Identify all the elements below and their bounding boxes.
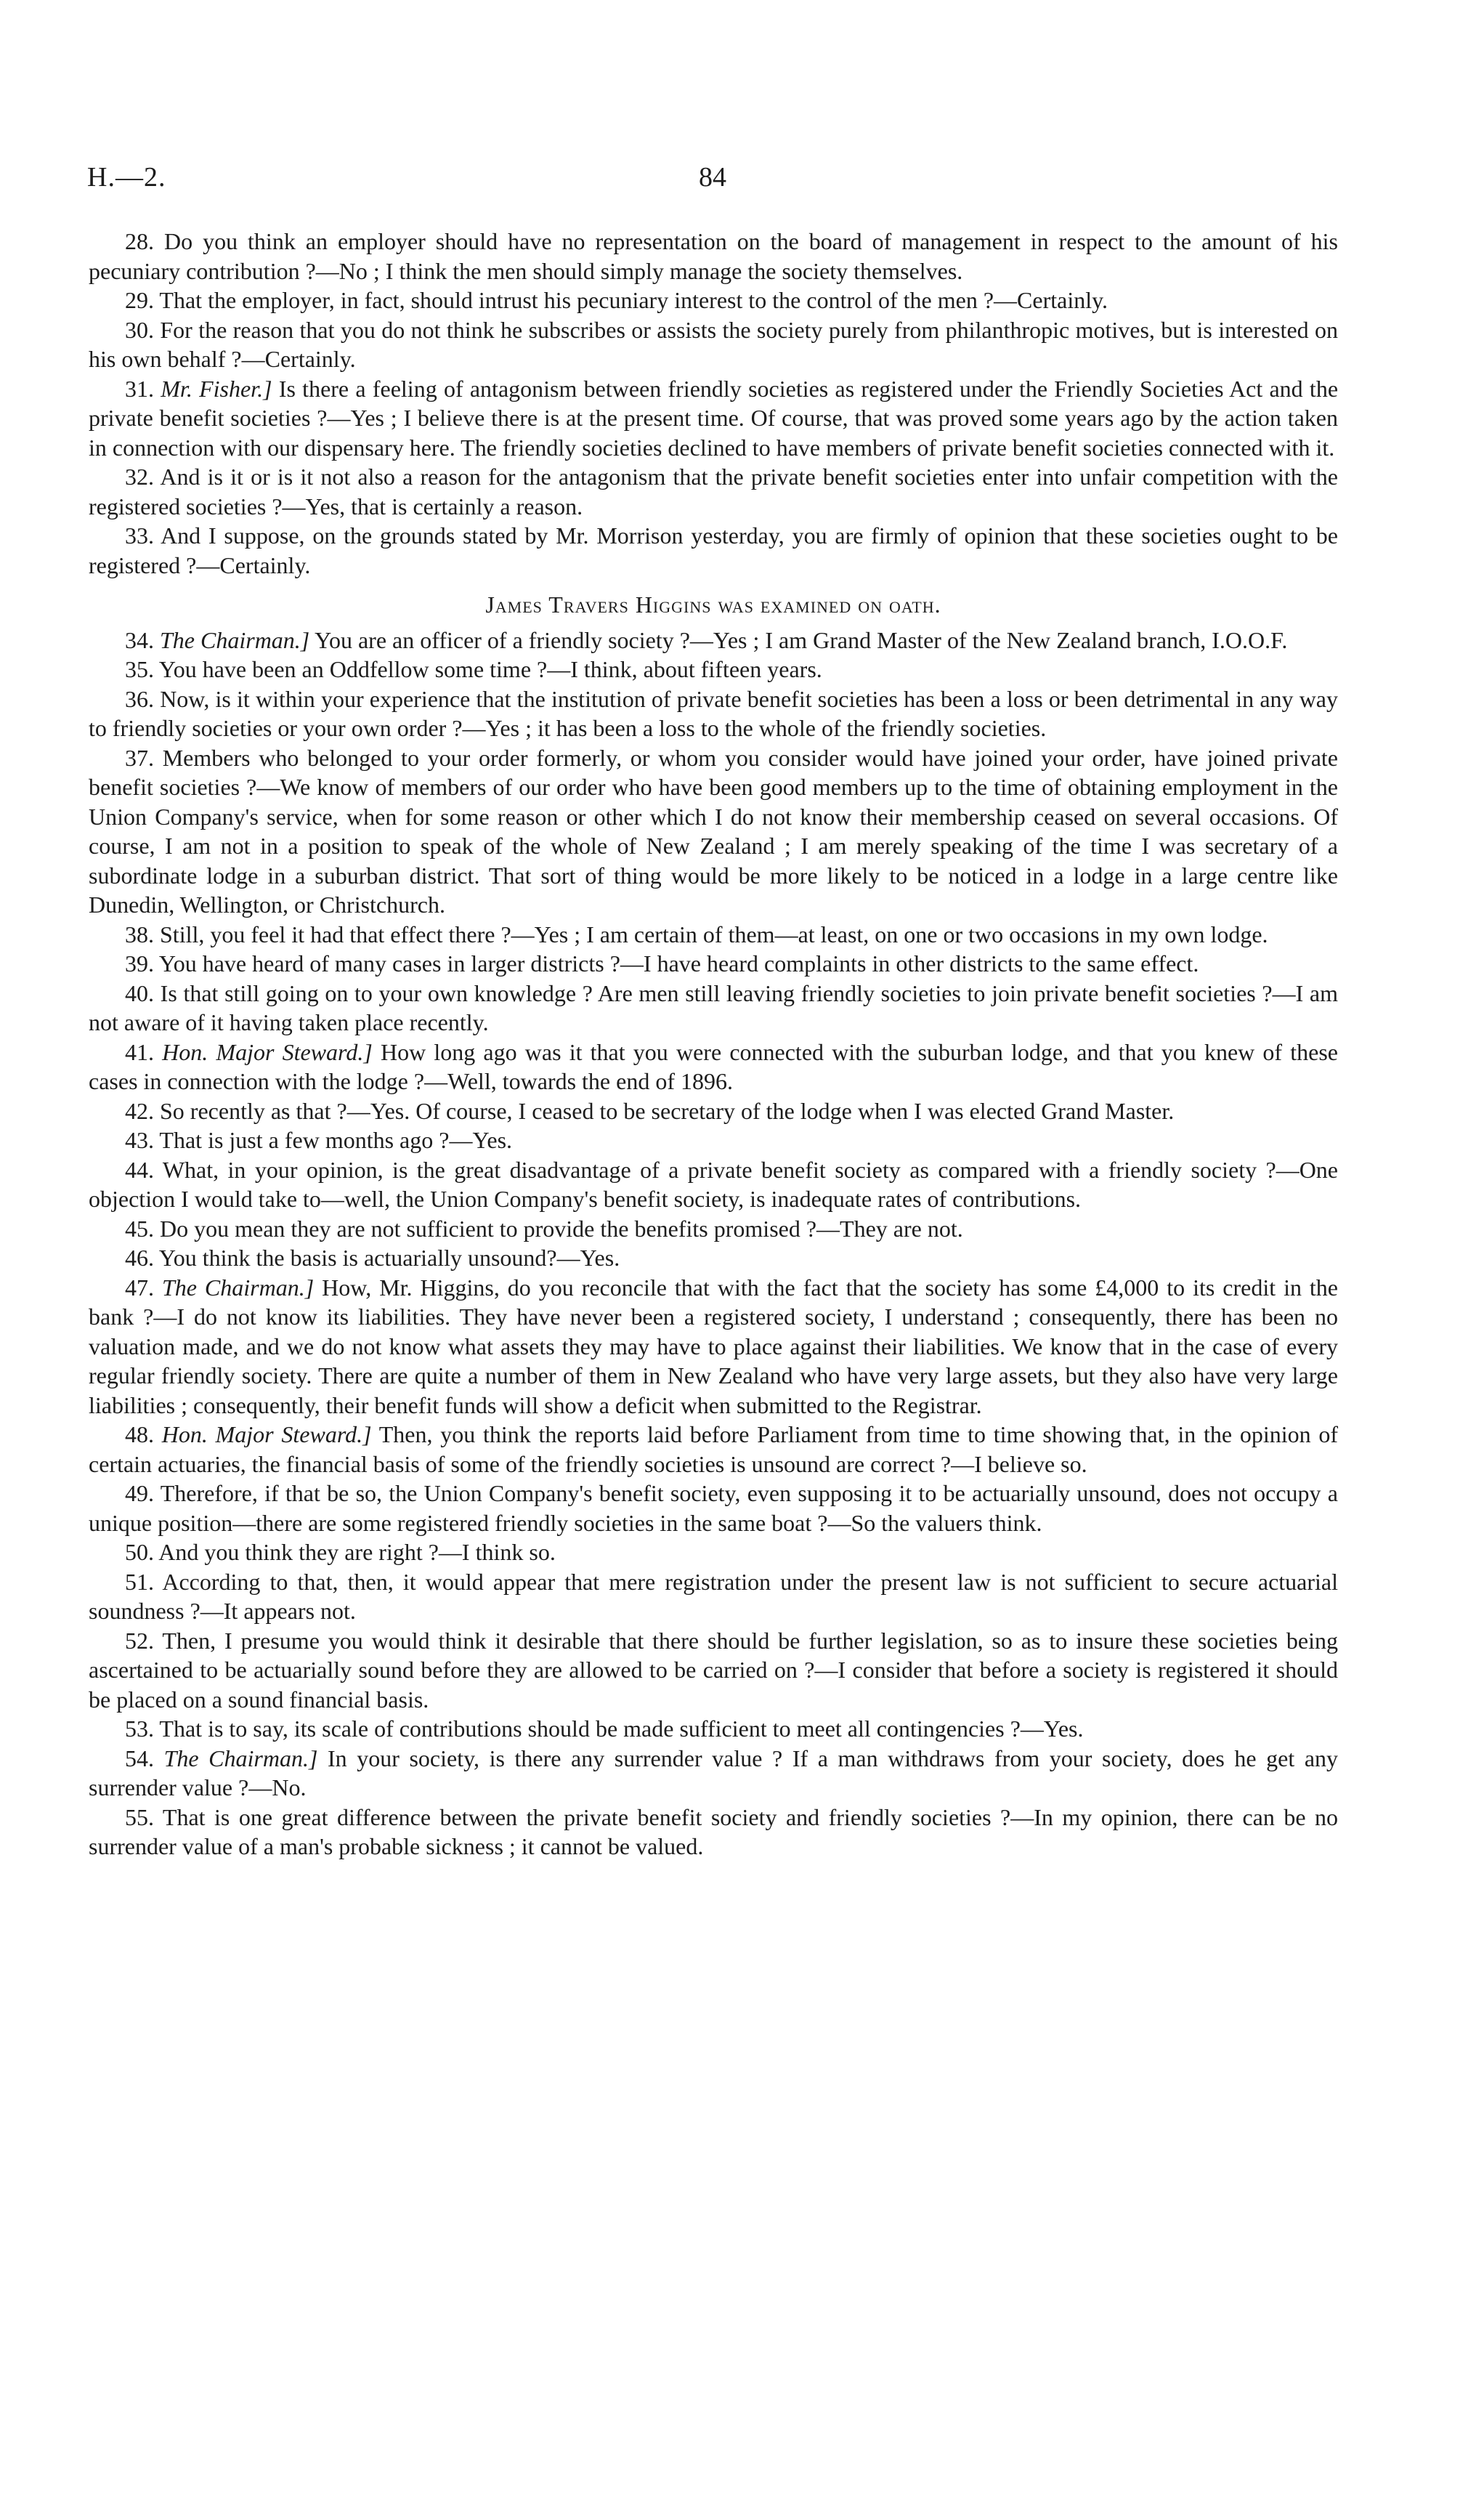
- question-text: You are an officer of a friendly society ?—Yes ; I am Grand Master of the New Zealand branch, I.O.O.F.: [315, 626, 1288, 653]
- question-text: That is just a few months ago ?—Yes.: [159, 1127, 513, 1153]
- question-text: That is one great difference between the private benefit society and friendly societies ?—In my opinion, there can be no surrender value of a man's probable sickness ; it cannot be valued.: [89, 1803, 1339, 1859]
- question-text: Now, is it within your experience that the institution of private benefit societies has been a loss or been detrimental in any way to friendly societies or your own order ?—Yes ; it has been a loss to the whole of the friendly societies.: [89, 685, 1339, 741]
- question-text: In your society, is there any surrender value ? If a man withdraws from your society, does he get any surrender value ?—No.: [89, 1745, 1339, 1800]
- question-number: 46.: [125, 1245, 154, 1271]
- question-text: That the employer, in fact, should intrust his pecuniary interest to the control of the men ?—Certainly.: [159, 287, 1108, 313]
- page-number: 84: [699, 162, 726, 193]
- question-number: 48.: [125, 1421, 154, 1447]
- question-text: Then, you think the reports laid before Parliament from time to time showing that, in the opinion of certain actuaries, the financial basis of some of the friendly societies is unsound are correct ?—I believe so.: [89, 1421, 1339, 1477]
- question-paragraph: [89, 684, 1338, 743]
- speaker-name: The Chairman.]: [163, 1745, 318, 1771]
- question-number: 36.: [125, 685, 154, 712]
- question-text: You have heard of many cases in larger districts ?—I have heard complaints in other districts to the same effect.: [158, 950, 1199, 977]
- question-paragraph: [89, 1155, 1338, 1214]
- question-text: You have been an Oddfellow some time ?—I think, about fifteen years.: [158, 656, 822, 682]
- question-paragraph: [89, 1626, 1338, 1715]
- question-number: 51.: [125, 1568, 154, 1595]
- question-number: 50.: [125, 1539, 154, 1565]
- question-text: Still, you feel it had that effect there ?—Yes ; I am certain of them—at least, on one or two occasions in my own lodge.: [160, 921, 1268, 947]
- question-number: 33.: [125, 522, 154, 549]
- question-text: For the reason that you do not think he subscribes or assists the society purely from philanthropic motives, but is interested on his own behalf ?—Certainly.: [89, 316, 1339, 372]
- question-paragraph: [89, 920, 1338, 950]
- page-body: [89, 227, 1338, 1862]
- question-number: 34.: [125, 626, 154, 653]
- question-paragraph: [89, 227, 1338, 286]
- question-paragraph: [89, 1243, 1338, 1273]
- question-paragraph: [89, 1537, 1338, 1567]
- speaker-name: The Chairman.]: [160, 626, 310, 653]
- question-number: 32.: [125, 464, 154, 490]
- question-text: Members who belonged to your order formerly, or whom you consider would have joined your order, have joined private benefit societies ?—We know of members of our order who have been good members up to the time of obtaining employment in the Union Company's service, when for some reason or other which I do not know their membership ceased on several occasions. Of course, I am not in a position to speak of the whole of New Zealand ; I am merely speaking of the time I was secretary of a subordinate lodge in a suburban district. That sort of thing would be more likely to be noticed in a lodge in a large centre like Dunedin, Wellington, or Christchurch.: [89, 744, 1339, 918]
- question-paragraph: [89, 979, 1338, 1038]
- question-number: 37.: [125, 744, 154, 771]
- speaker-name: Hon. Major Steward.]: [161, 1421, 372, 1447]
- question-number: 35.: [125, 656, 154, 682]
- question-paragraph: [89, 1567, 1338, 1626]
- question-number: 52.: [125, 1627, 154, 1654]
- question-text: Then, I presume you would think it desirable that there should be further legislation, so as to insure these societies being ascertained to be actuarially sound before they are allowed to be carried on ?—I consider that before a society is registered it should be placed on a sound financial basis.: [89, 1627, 1339, 1713]
- question-paragraph: [89, 1273, 1338, 1420]
- question-number: 44.: [125, 1156, 154, 1183]
- question-paragraph: [89, 1214, 1338, 1244]
- question-paragraph: [89, 743, 1338, 920]
- question-text: Do you mean they are not sufficient to provide the benefits promised ?—They are not.: [160, 1215, 963, 1242]
- question-number: 39.: [125, 950, 154, 977]
- question-number: 55.: [125, 1803, 154, 1830]
- question-text: Do you think an employer should have no representation on the board of management in respect to the amount of his pecuniary contribution ?—No ; I think the men should simply manage the society themselves.: [89, 228, 1339, 284]
- question-paragraph: [89, 655, 1338, 684]
- question-number: 29.: [125, 287, 154, 313]
- question-text: Therefore, if that be so, the Union Company's benefit society, even supposing it to be actuarially unsound, does not occupy a unique position—there are some registered friendly societies in the same boat ?—So the valuers think.: [89, 1480, 1339, 1536]
- speaker-name: The Chairman.]: [161, 1274, 315, 1301]
- question-paragraph: [89, 1125, 1338, 1155]
- page-header: [87, 161, 1368, 205]
- question-paragraph: [89, 1420, 1338, 1479]
- speaker-name: Hon. Major Steward.]: [162, 1038, 373, 1065]
- question-number: 43.: [125, 1127, 154, 1153]
- question-paragraph: [89, 374, 1338, 463]
- question-paragraph: [89, 1714, 1338, 1744]
- question-number: 30.: [125, 316, 154, 343]
- question-paragraph: [89, 626, 1338, 655]
- question-number: 53.: [125, 1715, 154, 1742]
- question-paragraph: [89, 1479, 1338, 1537]
- question-paragraph: [89, 462, 1338, 521]
- questions-block-after-heading: [89, 626, 1338, 1862]
- question-paragraph: [89, 1744, 1338, 1803]
- question-number: 54.: [125, 1745, 154, 1771]
- question-text: So recently as that ?—Yes. Of course, I ceased to be secretary of the lodge when I was elected Grand Master.: [160, 1097, 1175, 1124]
- question-text: And you think they are right ?—I think so.: [158, 1539, 556, 1565]
- question-number: 49.: [125, 1480, 154, 1506]
- document-code: H.—2.: [87, 162, 166, 193]
- question-text: Is there a feeling of antagonism between friendly societies as registered under the Friendly Societies Act and the private benefit societies ?—Yes ; I believe there is at the present time. Of course, that was proved some years ago by the action taken in connection with our dispensary here. The friendly societies declined to have members of private benefit societies connected with it.: [89, 375, 1339, 461]
- question-number: 31.: [125, 375, 154, 402]
- question-number: 41.: [125, 1038, 154, 1065]
- question-paragraph: [89, 286, 1338, 315]
- witness-heading: James Travers Higgins was examined on oath.: [485, 591, 941, 618]
- question-text: That is to say, its scale of contributions should be made sufficient to meet all contingencies ?—Yes.: [159, 1715, 1084, 1742]
- question-paragraph: [89, 315, 1338, 374]
- question-paragraph: [89, 949, 1338, 979]
- question-text: You think the basis is actuarially unsound?—Yes.: [158, 1245, 620, 1271]
- question-text: How long ago was it that you were connected with the suburban lodge, and that you knew of these cases in connection with the lodge ?—Well, towards the end of 1896.: [89, 1038, 1339, 1094]
- question-paragraph: [89, 1096, 1338, 1126]
- question-text: What, in your opinion, is the great disadvantage of a private benefit society as compared with a friendly society ?—One objection I would take to—well, the Union Company's benefit society, is inadequate rates of contributions.: [89, 1156, 1339, 1212]
- questions-block-before-heading: [89, 227, 1338, 580]
- question-number: 47.: [125, 1274, 154, 1301]
- question-text: Is that still going on to your own knowledge ? Are men still leaving friendly societies to join private benefit societies ?—I am not aware of it having taken place recently.: [89, 979, 1339, 1035]
- question-paragraph: [89, 1038, 1338, 1096]
- question-number: 38.: [125, 921, 154, 947]
- speaker-name: Mr. Fisher.]: [161, 375, 272, 402]
- question-text: And I suppose, on the grounds stated by Mr. Morrison yesterday, you are firmly of opinion that these societies ought to be registered ?—Certainly.: [89, 522, 1339, 578]
- question-paragraph: [89, 1803, 1338, 1862]
- question-text: According to that, then, it would appear that mere registration under the present law is not sufficient to secure actuarial soundness ?—It appears not.: [89, 1568, 1339, 1624]
- question-number: 40.: [125, 979, 154, 1006]
- question-text: How, Mr. Higgins, do you reconcile that with the fact that the society has some £4,000 to its credit in the bank ?—I do not know its liabilities. They have never been a registered society, I understand ; consequently, there has been no valuation made, and we do not know what assets they may have to place against their liabilities. We know that in the case of every regular friendly society. There are quite a number of them in New Zealand who have very large assets, but they also have very large liabilities ; consequently, their benefit funds will show a deficit when submitted to the Registrar.: [89, 1274, 1339, 1418]
- question-text: And is it or is it not also a reason for the antagonism that the private benefit societies enter into unfair competition with the registered societies ?—Yes, that is certainly a reason.: [89, 464, 1339, 520]
- question-number: 45.: [125, 1215, 154, 1242]
- question-number: 28.: [125, 228, 154, 254]
- question-paragraph: [89, 521, 1338, 580]
- question-number: 42.: [125, 1097, 154, 1124]
